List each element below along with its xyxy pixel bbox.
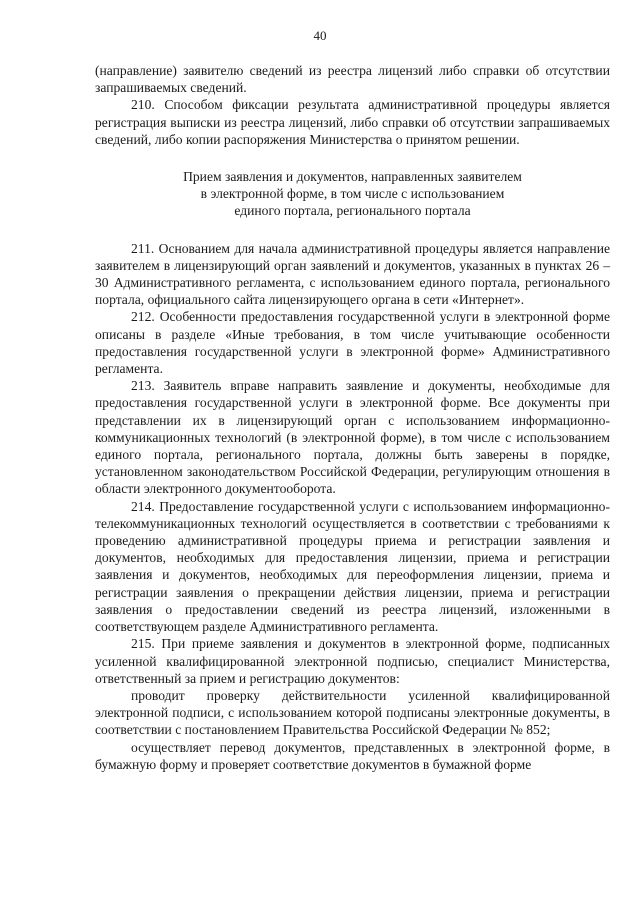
paragraph: проводит проверку действительности усиленной квалифицированной электронной подписи, с использованием которой подписаны электронные документы, в соответствии с постановлением Правительства Российской Федерации № 852; — [95, 687, 610, 738]
section-heading-line: в электронной форме, в том числе с использованием — [200, 186, 505, 202]
section-heading — [95, 168, 610, 220]
section-heading-line: Прием заявления и документов, направленных заявителем — [183, 169, 522, 185]
section-heading-line: единого портала, регионального портала — [234, 203, 471, 219]
paragraphs-before-heading — [95, 62, 610, 148]
paragraph: 213. Заявитель вправе направить заявление и документы, необходимые для предоставления государственной услуги в электронной форме. Все документы при представлении их в лицензирующий орган с использованием информационно-коммуникационных технологий (в электронной форме), в том числе с использованием единого портала, регионального портала, должны быть заверены в порядке, установленном законодательством Российской Федерации, регулирующим отношения в области электронного документооборота. — [95, 378, 610, 497]
paragraph: (направление) заявителю сведений из реестра лицензий либо справки об отсутствии запрашиваемых сведений. — [95, 63, 610, 96]
paragraph: осуществляет перевод документов, представленных в электронной форме, в бумажную форму и проверяет соответствие документов в бумажной форме — [95, 739, 610, 772]
paragraph: 215. При приеме заявления и документов в электронной форме, подписанных усиленной квалифицированной электронной подписью, специалист Министерства, ответственный за прием и регистрацию документов: — [95, 636, 610, 686]
paragraph: 214. Предоставление государственной услуги с использованием информационно-телекоммуникационных технологий осуществляется в соответствии с требованиями к проведению административной процедуры приема и регистрации заявления и документов, необходимых для предоставления лицензии, приема и регистрации заявления и документов, необходимых для переоформления лицензии, приема и регистрации заявления о прекращении действия лицензии, приема и регистрации заявления о предоставлении сведений из реестра лицензий, изложенными в соответствующем разделе Административного регламента. — [95, 498, 610, 635]
paragraph: 211. Основанием для начала административной процедуры является направление заявителем в лицензирующий орган заявлений и документов, указанных в пунктах 26 – 30 Административного регламента, с использованием единого портала, регионального портала, официального сайта лицензирующего органа в сети «Интернет». — [95, 240, 610, 308]
document-body — [95, 62, 610, 773]
paragraph: 210. Способом фиксации результата административной процедуры является регистрация выписки из реестра лицензий, либо справки об отсутствии запрашиваемых сведений, либо копии распоряжения Министерства о принятом решении. — [95, 97, 610, 147]
paragraph: 212. Особенности предоставления государственной услуги в электронной форме описаны в разделе «Иные требования, в том числе учитывающие особенности предоставления государственной услуги в электронной форме» Административного регламента. — [95, 309, 610, 377]
page-number: 40 — [313, 28, 327, 43]
paragraphs-after-heading — [95, 240, 610, 773]
